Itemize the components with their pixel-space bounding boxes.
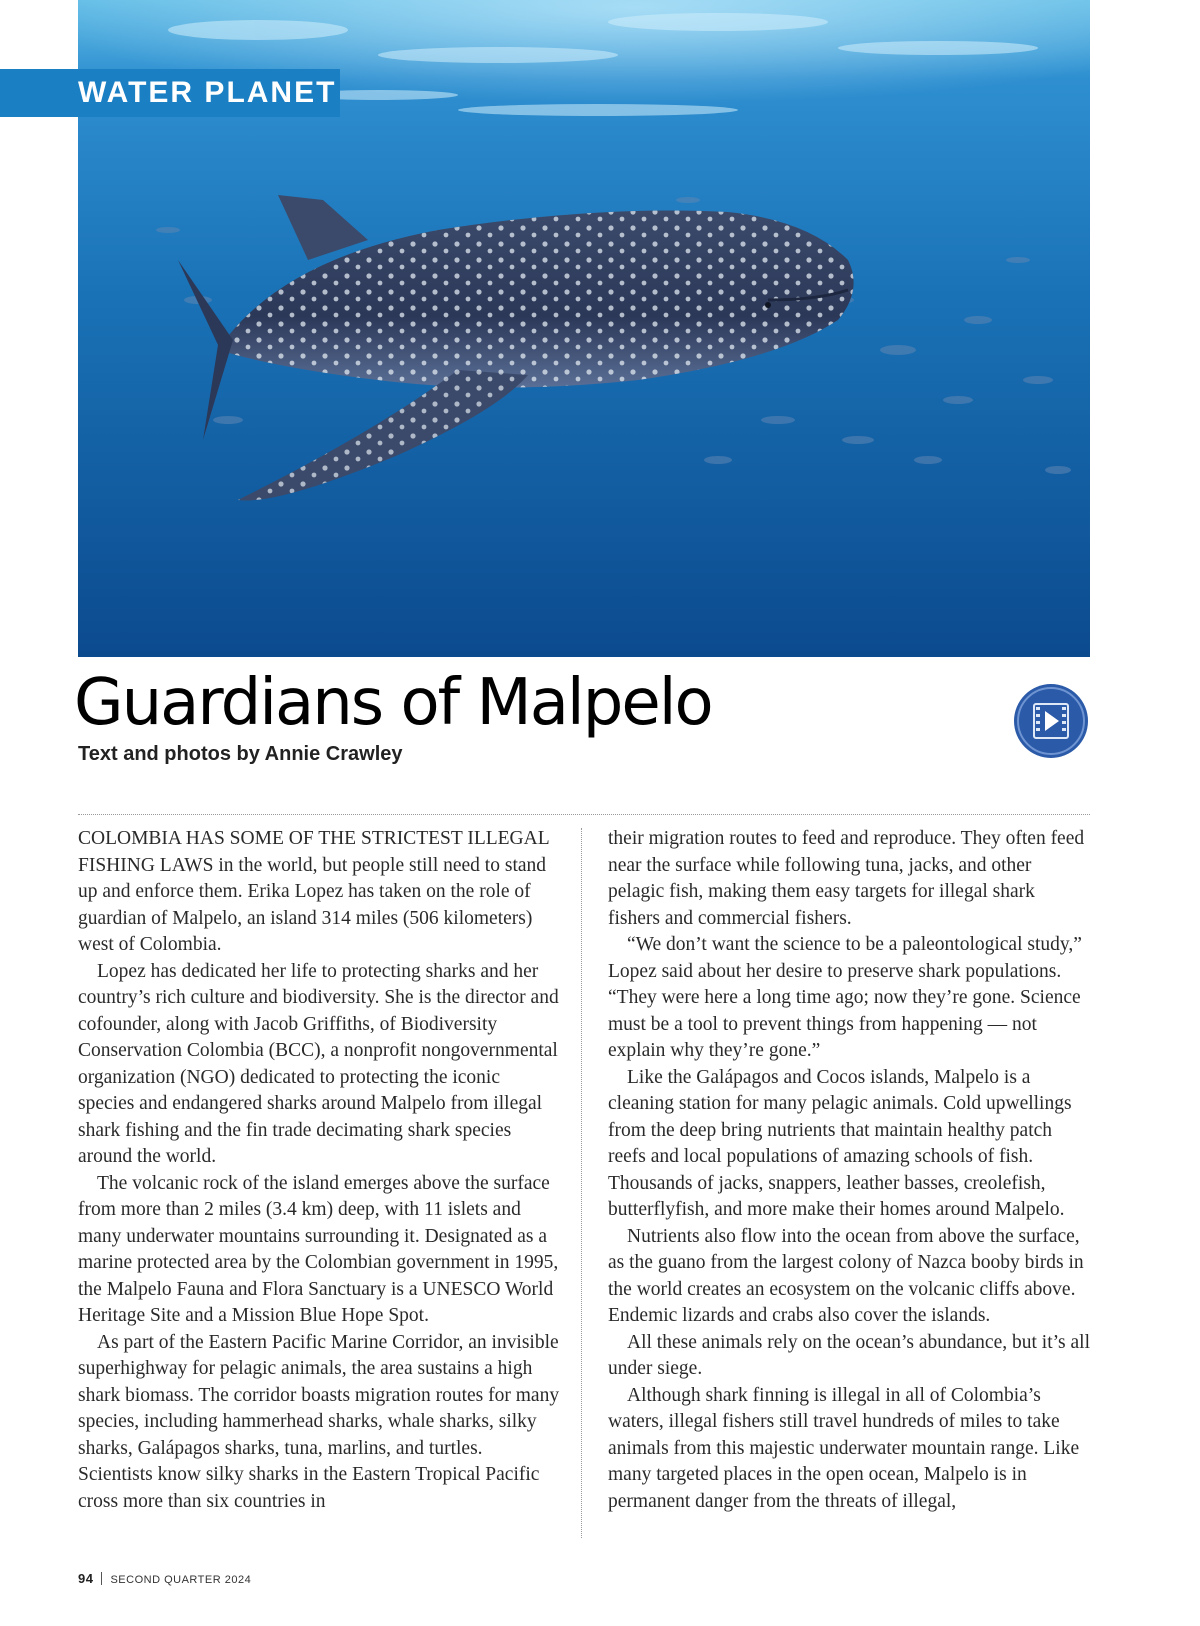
lead-in: COLOMBIA HAS SOME OF THE STRICTEST ILLEGAL FISHING LAWS	[78, 828, 549, 876]
page-footer	[78, 1571, 251, 1586]
paragraph: As part of the Eastern Pacific Marine Corridor, an invisible superhighway for pelagic animals, the area sustains a high shark biomass. The corridor boasts migration routes for many species, including hammerhead sharks, whale sharks, silky sharks, Galápagos sharks, tuna, marlins, and turtles. Scientists know silky sharks in the Eastern Tropical Pacific cross more than six countries in	[78, 1331, 560, 1512]
paragraph: The volcanic rock of the island emerges above the surface from more than 2 miles (3.4 km) deep, with 11 islets and many underwater mountains surrounding it. Designated as a marine protected area by the Colombian government in 1995, the Malpelo Fauna and Flora Sanctuary is a UNESCO World Heritage Site and a Mission Blue Hope Spot.	[78, 1172, 559, 1326]
paragraph: Like the Galápagos and Cocos islands, Malpelo is a cleaning station for many pelagic animals. Cold upwellings from the deep bring nutrients that maintain healthy patch reefs and local populations of amazing schools of fish. Thousands of jacks, snappers, leather basses, creolefish, butterflyfish, and more make their homes around Malpelo.	[608, 1066, 1072, 1220]
section-label: WATER PLANET	[78, 76, 337, 109]
video-play-button[interactable]	[1012, 682, 1090, 760]
column-divider	[581, 828, 582, 1538]
article-column-right	[608, 826, 1090, 1515]
paragraph: Lopez has dedicated her life to protecting sharks and her country’s rich culture and biodiversity. She is the director and cofounder, along with Jacob Griffiths, of Biodiversity Conservation Colombia (BCC), a nonprofit nongovernmental organization (NGO) dedicated to protecting the iconic species and endangered sharks around Malpelo from illegal shark fishing and the fin trade decimating shark species around the world.	[78, 960, 559, 1167]
paragraph-text: in the world, but people still need to stand up and enforce them. Erika Lopez has taken on the role of guardian of Malpelo, an island 314 miles (506 kilometers) west of Colombia.	[78, 854, 547, 955]
column-top-rule	[78, 814, 1090, 815]
paragraph: “We don’t want the science to be a paleontological study,” Lopez said about her desire to preserve shark populations. “They were here a long time ago; now they’re gone. Science must be a tool to prevent things from happening — not explain why they’re gone.”	[608, 934, 1082, 1061]
paragraph: Although shark finning is illegal in all of Colombia’s waters, illegal fishers still travel hundreds of miles to take animals from this majestic underwater mountain range. Like many targeted places in the open ocean, Malpelo is in permanent danger from the threats of illegal,	[608, 1384, 1080, 1512]
play-film-icon	[1012, 682, 1090, 760]
paragraph: Nutrients also flow into the ocean from above the surface, as the guano from the largest colony of Nazca booby birds in the world creates an ecosystem on the volcanic cliffs above. Endemic lizards and crabs also cover the islands.	[608, 1225, 1084, 1326]
article-title: Guardians of Malpelo	[74, 666, 712, 740]
paragraph: their migration routes to feed and reproduce. They often feed near the surface while following tuna, jacks, and other pelagic fish, making them easy targets for illegal shark fishers and commercial fishers.	[608, 828, 1085, 929]
issue-label: SECOND QUARTER 2024	[110, 1574, 252, 1586]
page-number: 94	[78, 1571, 94, 1586]
section-tab	[0, 69, 340, 117]
byline: Text and photos by Annie Crawley	[78, 743, 403, 765]
footer-divider	[101, 1572, 102, 1585]
article-column-left	[78, 826, 560, 1515]
paragraph: All these animals rely on the ocean’s abundance, but it’s all under siege.	[608, 1331, 1090, 1379]
paragraph	[78, 826, 560, 959]
